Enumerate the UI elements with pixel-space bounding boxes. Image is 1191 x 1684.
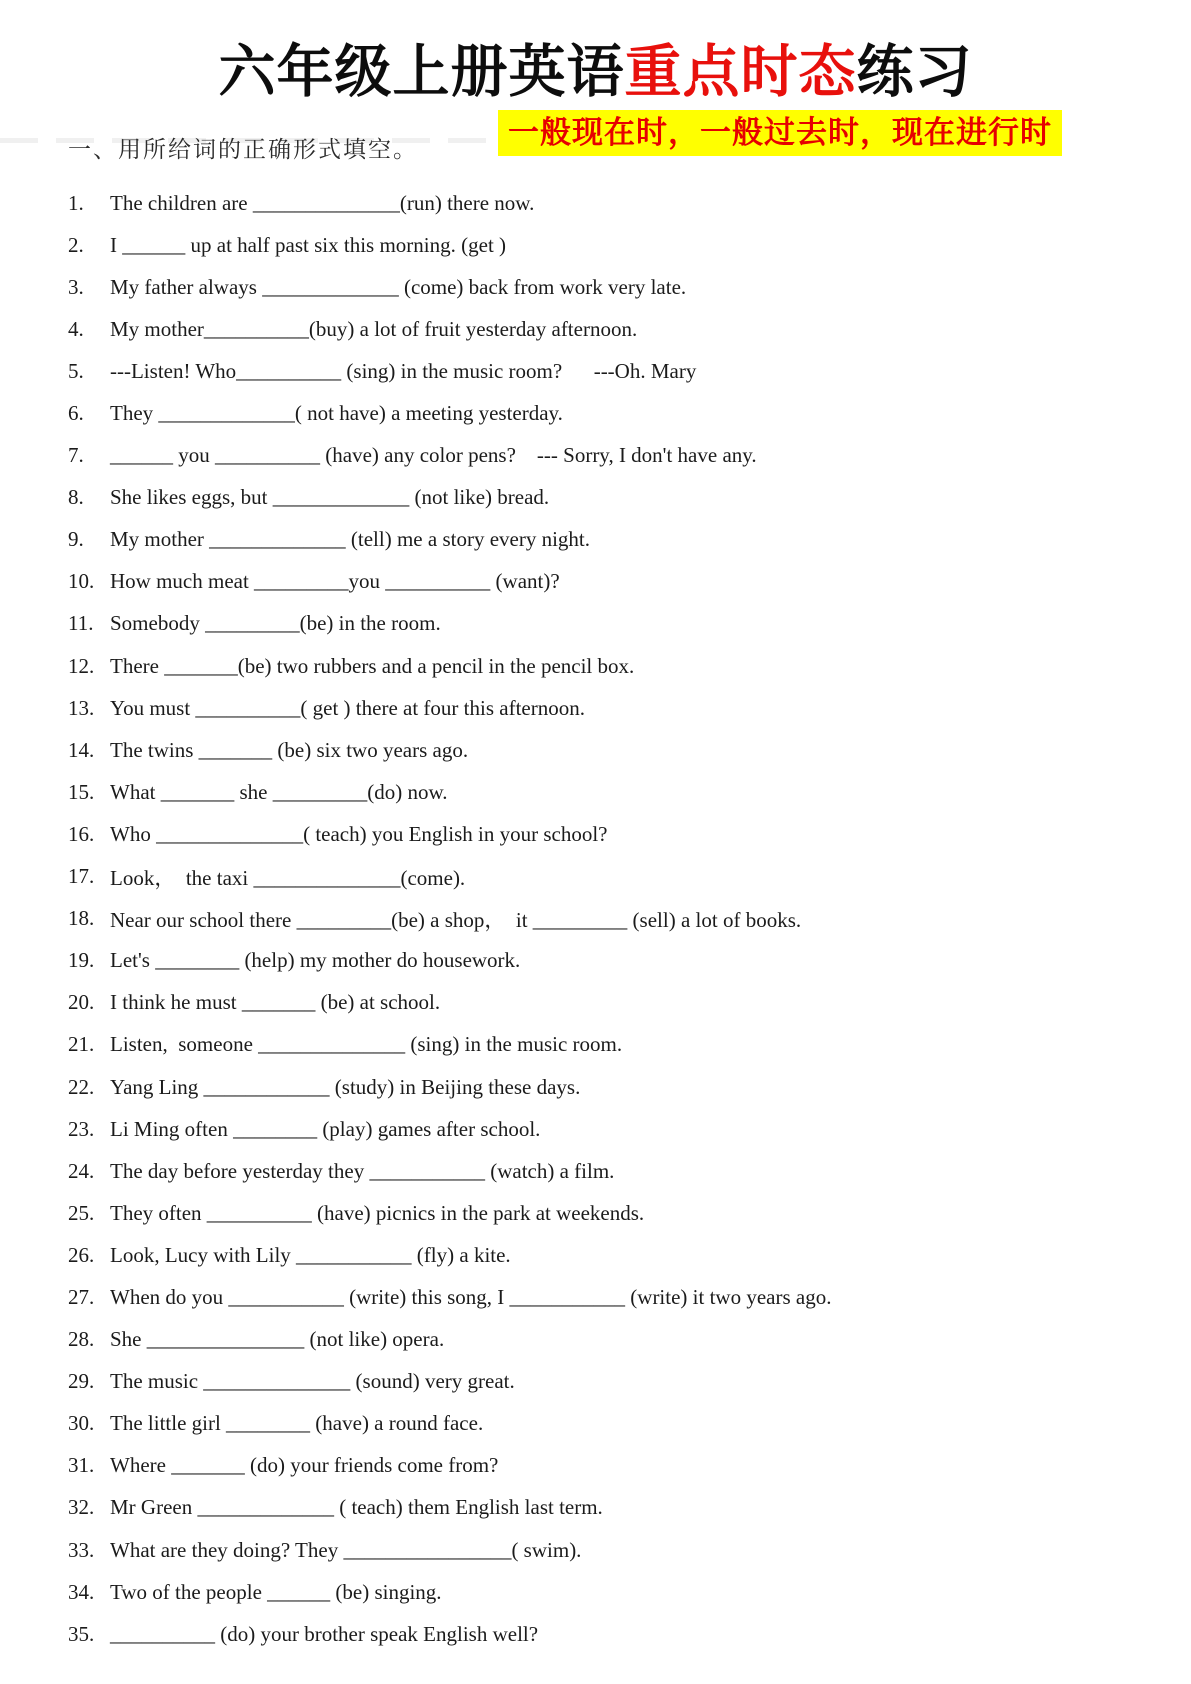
list-item bbox=[68, 182, 1183, 224]
item-number: 24. bbox=[68, 1158, 95, 1183]
item-number: 11. bbox=[68, 611, 94, 636]
item-number: 26. bbox=[68, 1242, 95, 1267]
list-item bbox=[68, 392, 1183, 434]
item-text: Who ______________( teach) you English in your school? bbox=[110, 821, 608, 846]
item-number: 27. bbox=[68, 1284, 95, 1309]
list-item bbox=[68, 1487, 1183, 1529]
list-item bbox=[68, 1361, 1183, 1403]
item-number: 21. bbox=[68, 1032, 95, 1057]
item-number: 1. bbox=[68, 190, 84, 215]
item-text: Two of the people ______ (be) singing. bbox=[110, 1579, 442, 1604]
item-text: I think he must _______ (be) at school. bbox=[110, 990, 441, 1015]
list-item bbox=[68, 729, 1183, 771]
worksheet-list bbox=[68, 182, 1183, 1655]
item-text: Let's ________ (help) my mother do housework. bbox=[110, 948, 521, 973]
list-item bbox=[68, 435, 1183, 477]
item-text: They _____________( not have) a meeting yesterday. bbox=[110, 401, 563, 426]
item-number: 30. bbox=[68, 1411, 95, 1436]
list-item bbox=[68, 224, 1183, 266]
list-item bbox=[68, 1192, 1183, 1234]
item-text: ______ you __________ (have) any color pens? --- Sorry, I don't have any. bbox=[110, 443, 757, 468]
item-text: My mother__________(buy) a lot of fruit yesterday afternoon. bbox=[110, 316, 638, 341]
item-number: 22. bbox=[68, 1074, 95, 1099]
list-item bbox=[68, 687, 1183, 729]
item-number: 23. bbox=[68, 1116, 95, 1141]
item-text: How much meat _________you __________ (want)? bbox=[110, 569, 560, 594]
list-item bbox=[68, 1108, 1183, 1150]
list-item bbox=[68, 1403, 1183, 1445]
item-number: 28. bbox=[68, 1327, 95, 1352]
list-item bbox=[68, 266, 1183, 308]
item-number: 34. bbox=[68, 1579, 95, 1604]
list-item bbox=[68, 1066, 1183, 1108]
item-number: 5. bbox=[68, 358, 84, 383]
list-item bbox=[68, 603, 1183, 645]
list-item bbox=[68, 1529, 1183, 1571]
item-number: 17. bbox=[68, 864, 95, 889]
item-text: The day before yesterday they ___________ (watch) a film. bbox=[110, 1158, 615, 1183]
item-number: 3. bbox=[68, 274, 84, 299]
item-text: Yang Ling ____________ (study) in Beijing these days. bbox=[110, 1074, 581, 1099]
list-item bbox=[68, 1571, 1183, 1613]
list-item bbox=[68, 982, 1183, 1024]
item-number: 6. bbox=[68, 401, 84, 426]
item-number: 19. bbox=[68, 948, 95, 973]
item-number: 33. bbox=[68, 1537, 95, 1562]
list-item bbox=[68, 1150, 1183, 1192]
list-item bbox=[68, 308, 1183, 350]
highlight-banner: 一般现在时，一般过去时，现在进行时 bbox=[498, 110, 1062, 156]
list-item bbox=[68, 519, 1183, 561]
list-item bbox=[68, 477, 1183, 519]
item-text: The twins _______ (be) six two years ago. bbox=[110, 737, 469, 762]
item-number: 20. bbox=[68, 990, 95, 1015]
item-text: Near our school there _________(be) a shop， it _________ (sell) a lot of books. bbox=[110, 907, 802, 932]
item-text: Look, Lucy with Lily ___________ (fly) a kite. bbox=[110, 1242, 511, 1267]
list-item bbox=[68, 813, 1183, 855]
item-number: 7. bbox=[68, 443, 84, 468]
list-item bbox=[68, 561, 1183, 603]
list-item bbox=[68, 1445, 1183, 1487]
item-number: 35. bbox=[68, 1621, 95, 1646]
title-text-left: 六年级上册英语 bbox=[218, 40, 625, 104]
item-text: She likes eggs, but _____________ (not like) bread. bbox=[110, 485, 550, 510]
item-number: 8. bbox=[68, 485, 84, 510]
item-text: The little girl ________ (have) a round face. bbox=[110, 1411, 484, 1436]
item-number: 25. bbox=[68, 1200, 95, 1225]
list-item bbox=[68, 1234, 1183, 1276]
section-heading: 一、用所给词的正确形式填空。 bbox=[68, 137, 418, 162]
list-item bbox=[68, 856, 1183, 898]
item-text: My mother _____________ (tell) me a story every night. bbox=[110, 527, 590, 552]
item-number: 29. bbox=[68, 1369, 95, 1394]
item-text: Listen, someone ______________ (sing) in the music room. bbox=[110, 1032, 623, 1057]
item-text: My father always _____________ (come) back from work very late. bbox=[110, 274, 687, 299]
item-text: The children are ______________(run) there now. bbox=[110, 190, 535, 215]
item-text: When do you ___________ (write) this song, I ___________ (write) it two years ago. bbox=[110, 1284, 832, 1309]
item-text: There _______(be) two rubbers and a pencil in the pencil box. bbox=[110, 653, 635, 678]
title-text-right: 练习 bbox=[856, 40, 973, 104]
item-number: 13. bbox=[68, 695, 95, 720]
title-text-red: 重点时态 bbox=[624, 40, 857, 104]
item-text: Li Ming often ________ (play) games after school. bbox=[110, 1116, 541, 1141]
item-text: __________ (do) your brother speak English well? bbox=[110, 1621, 539, 1646]
item-text: The music ______________ (sound) very great. bbox=[110, 1369, 515, 1394]
item-text: Look， the taxi ______________(come). bbox=[110, 865, 466, 890]
item-text: Mr Green _____________ ( teach) them English last term. bbox=[110, 1495, 603, 1520]
item-number: 32. bbox=[68, 1495, 95, 1520]
list-item bbox=[68, 898, 1183, 940]
item-number: 31. bbox=[68, 1453, 95, 1478]
list-item bbox=[68, 1024, 1183, 1066]
item-text: ---Listen! Who__________ (sing) in the music room? ---Oh. Mary bbox=[110, 358, 697, 383]
item-text: I ______ up at half past six this morning. (get ) bbox=[110, 232, 507, 257]
item-number: 9. bbox=[68, 527, 84, 552]
list-item bbox=[68, 350, 1183, 392]
item-number: 18. bbox=[68, 906, 95, 931]
list-item bbox=[68, 645, 1183, 687]
list-item bbox=[68, 771, 1183, 813]
item-number: 10. bbox=[68, 569, 95, 594]
item-text: You must __________( get ) there at four this afternoon. bbox=[110, 695, 585, 720]
item-number: 12. bbox=[68, 653, 95, 678]
item-text: Somebody _________(be) in the room. bbox=[110, 611, 441, 636]
item-text: Where _______ (do) your friends come from? bbox=[110, 1453, 499, 1478]
item-text: She _______________ (not like) opera. bbox=[110, 1327, 445, 1352]
page-title bbox=[0, 26, 1191, 108]
item-text: What are they doing? They ________________( swim). bbox=[110, 1537, 582, 1562]
item-number: 4. bbox=[68, 316, 84, 341]
item-number: 16. bbox=[68, 821, 95, 846]
item-number: 14. bbox=[68, 737, 95, 762]
list-item bbox=[68, 940, 1183, 982]
list-item bbox=[68, 1319, 1183, 1361]
item-number: 15. bbox=[68, 779, 95, 804]
item-text: What _______ she _________(do) now. bbox=[110, 779, 448, 804]
item-text: They often __________ (have) picnics in the park at weekends. bbox=[110, 1200, 645, 1225]
list-item bbox=[68, 1613, 1183, 1655]
item-number: 2. bbox=[68, 232, 84, 257]
list-item bbox=[68, 1276, 1183, 1318]
